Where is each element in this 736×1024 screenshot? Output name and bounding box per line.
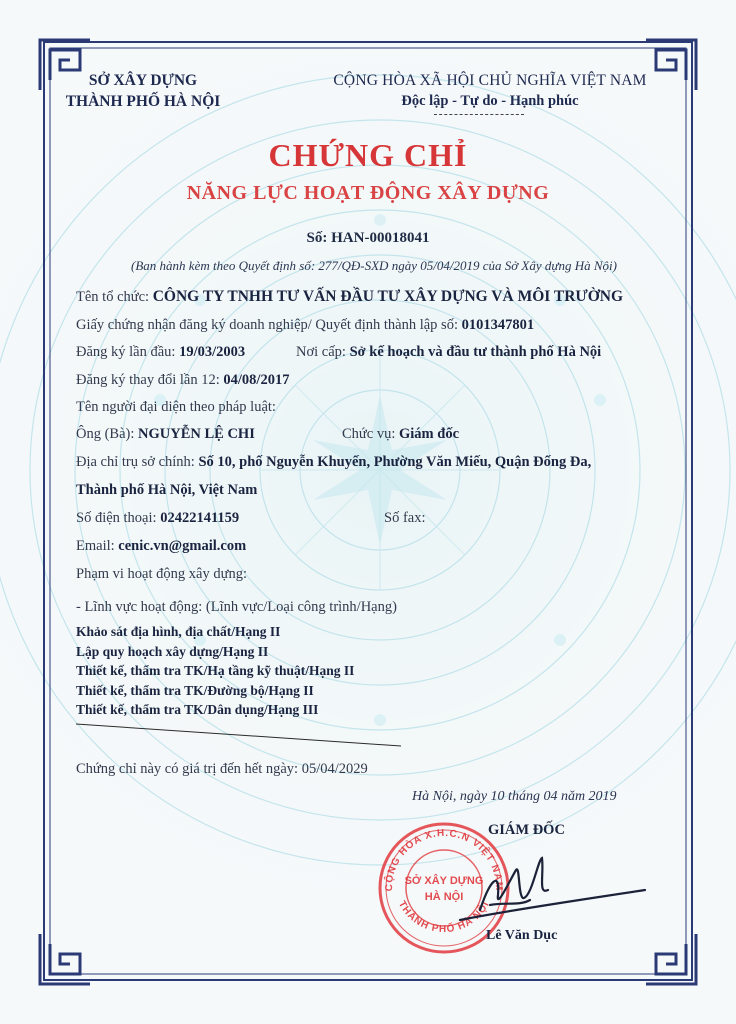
scope-list bbox=[76, 622, 354, 720]
scope-item: Thiết kế, thẩm tra TK/Hạ tầng kỹ thuật/Hạng II bbox=[76, 663, 355, 678]
org-name-value: CÔNG TY TNHH TƯ VẤN ĐẦU TƯ XÂY DỰNG VÀ MÔI TRƯỜNG bbox=[152, 288, 624, 305]
issuing-authority bbox=[48, 70, 238, 112]
address-line-2: Thành phố Hà Nội, Việt Nam bbox=[76, 482, 258, 498]
address-label: Địa chỉ trụ sở chính: bbox=[76, 454, 195, 470]
business-reg-row bbox=[76, 317, 534, 334]
representative-row bbox=[76, 426, 255, 443]
change-reg-label: Đăng ký thay đổi lần 12: bbox=[76, 372, 220, 388]
authority-line-2: THÀNH PHỐ HÀ NỘI bbox=[65, 93, 221, 110]
address-row bbox=[76, 454, 591, 471]
place-and-date: Hà Nội, ngày 10 tháng 04 năm 2019 bbox=[412, 789, 617, 804]
email-value: cenic.vn@gmail.com bbox=[118, 538, 247, 554]
email-label: Email: bbox=[76, 538, 115, 554]
position-row bbox=[342, 426, 459, 443]
scope-item: Khảo sát địa hình, địa chất/Hạng II bbox=[76, 624, 281, 639]
director-name: Lê Văn Dục bbox=[486, 928, 558, 943]
issued-by-value: Sở kế hoạch và đầu tư thành phố Hà Nội bbox=[349, 344, 602, 360]
representative-label: Tên người đại diện theo pháp luật: bbox=[76, 399, 276, 415]
position-value: Giám đốc bbox=[399, 426, 460, 442]
first-reg-row bbox=[76, 344, 245, 361]
representative-prefix: Ông (Bà): bbox=[76, 426, 135, 442]
first-reg-label: Đăng ký lần đầu: bbox=[76, 344, 176, 360]
email-row bbox=[76, 538, 246, 555]
address-line-2-row bbox=[76, 482, 257, 499]
nation-name: CỘNG HÒA XÃ HỘI CHỦ NGHĨA VIỆT NAM bbox=[333, 72, 647, 89]
scope-label: Phạm vi hoạt động xây dựng: bbox=[76, 566, 247, 582]
scope-item: Thiết kế, thẩm tra TK/Dân dụng/Hạng III bbox=[76, 702, 319, 717]
field-label: - Lĩnh vực hoạt động: (Lĩnh vực/Loại công trình/Hạng) bbox=[76, 599, 397, 615]
business-reg-value: 0101347801 bbox=[461, 317, 535, 333]
seal-ring-text: CỘNG HÒA X.H.C.N VIỆT NAM bbox=[383, 827, 505, 892]
certificate-number: Số: HAN-00018041 bbox=[306, 230, 430, 246]
director-title: GIÁM ĐỐC bbox=[488, 822, 565, 838]
director-signature bbox=[420, 840, 650, 930]
phone-row bbox=[76, 510, 239, 527]
issued-by-row bbox=[296, 344, 601, 361]
national-motto bbox=[300, 70, 680, 112]
phone-label: Số điện thoại: bbox=[76, 510, 157, 526]
representative-name: NGUYỄN LỆ CHI bbox=[138, 426, 255, 442]
seal-bottom-text: THÀNH PHỐ HÀ NỘI bbox=[395, 899, 493, 936]
scope-item: Thiết kế, thẩm tra TK/Đường bộ/Hạng II bbox=[76, 682, 314, 698]
motto: Độc lập - Tự do - Hạnh phúc bbox=[401, 93, 579, 109]
first-reg-value: 19/03/2003 bbox=[179, 344, 246, 360]
authority-line-1: SỞ XÂY DỰNG bbox=[88, 72, 198, 89]
decision-note: (Ban hành kèm theo Quyết định số: 277/QĐ-SXD ngày 05/04/2019 của Sở Xây dựng Hà Nội) bbox=[131, 258, 617, 273]
org-name-row bbox=[76, 288, 623, 306]
address-line-1: Số 10, phố Nguyễn Khuyến, Phường Văn Miếu, Quận Đống Đa, bbox=[198, 454, 592, 470]
phone-value: 02422141159 bbox=[160, 510, 240, 526]
validity-statement: Chứng chỉ này có giá trị đến hết ngày: 05/04/2029 bbox=[76, 761, 368, 777]
motto-underline bbox=[434, 114, 524, 115]
business-reg-label: Giấy chứng nhận đăng ký doanh nghiệp/ Quyết định thành lập số: bbox=[76, 317, 458, 333]
change-reg-row bbox=[76, 372, 289, 389]
change-reg-value: 04/08/2017 bbox=[223, 372, 290, 388]
certificate-title: CHỨNG CHỈ bbox=[268, 137, 468, 173]
position-label: Chức vụ: bbox=[342, 426, 396, 442]
org-name-label: Tên tổ chức: bbox=[76, 289, 150, 305]
scope-item: Lập quy hoạch xây dựng/Hạng II bbox=[76, 643, 269, 659]
seal-center-line-1: SỞ XÂY DỰNG bbox=[404, 875, 484, 887]
closing-rule bbox=[76, 722, 406, 752]
seal-center-line-2: HÀ NỘI bbox=[424, 891, 464, 903]
fax-label: Số fax: bbox=[384, 510, 426, 526]
certificate-subtitle: NĂNG LỰC HOẠT ĐỘNG XÂY DỰNG bbox=[186, 182, 550, 204]
issued-by-label: Nơi cấp: bbox=[296, 344, 346, 360]
